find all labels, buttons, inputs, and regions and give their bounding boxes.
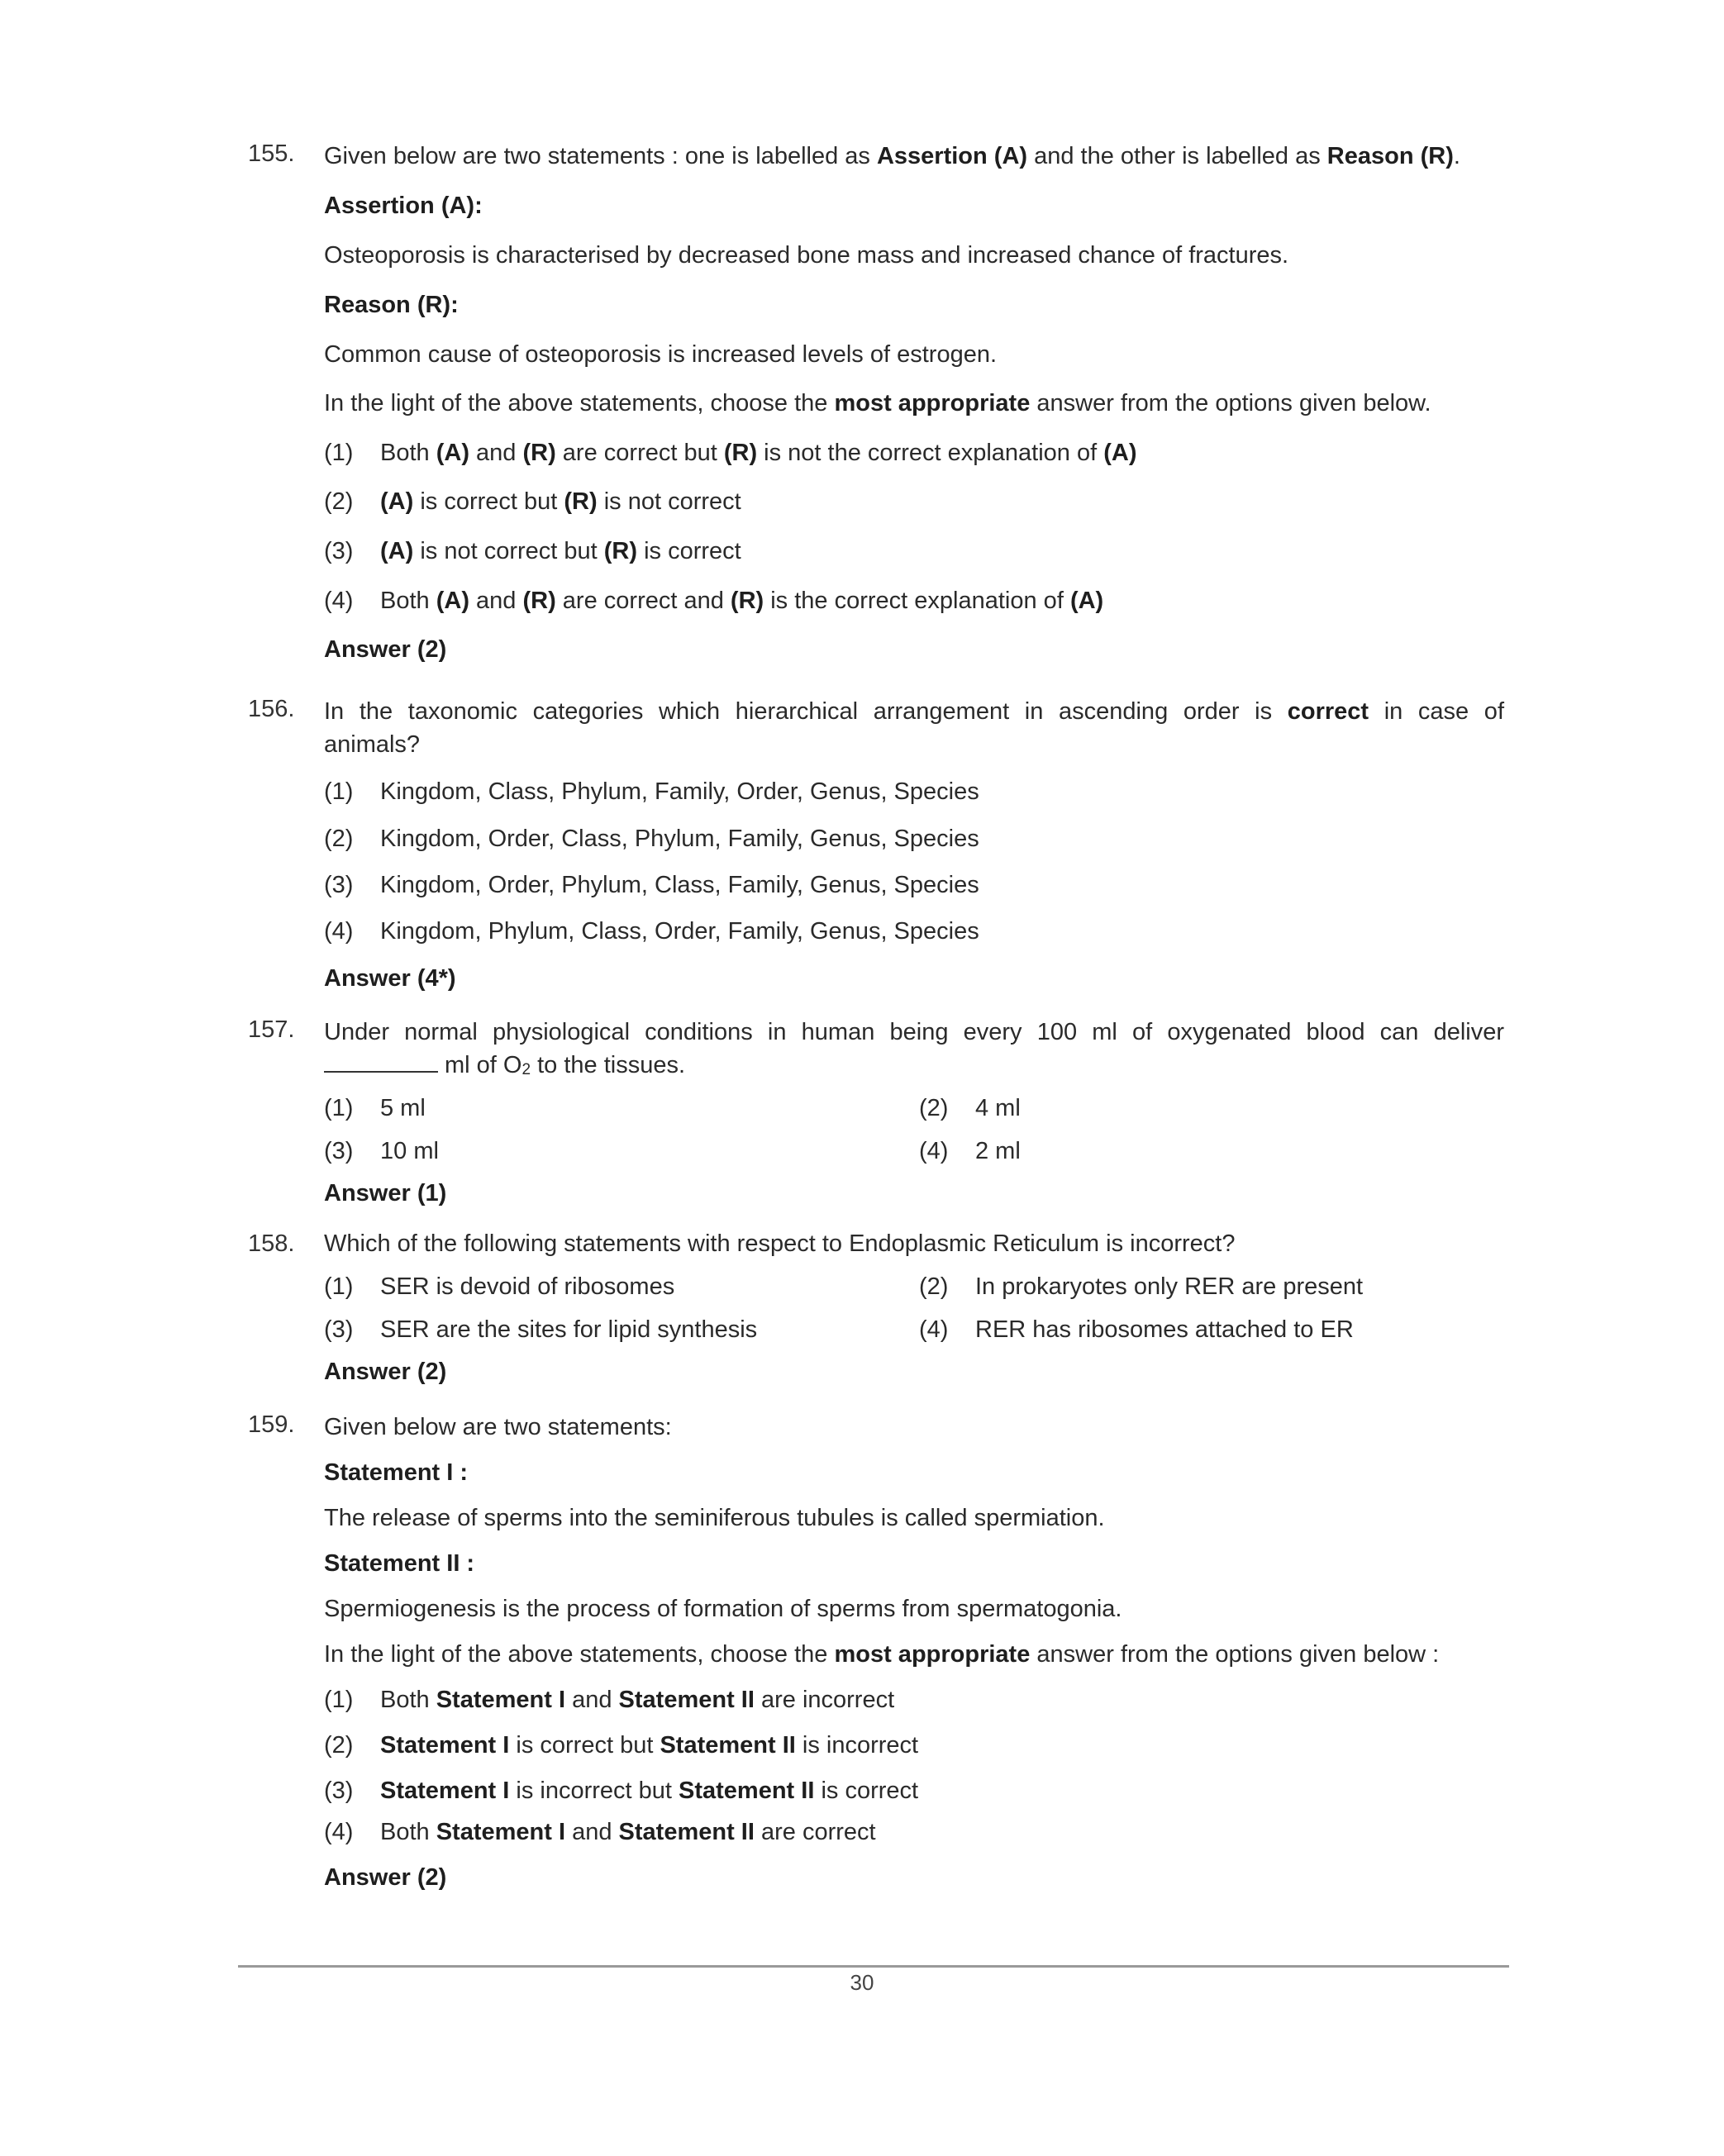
assertion-label: Assertion (A):: [324, 193, 483, 219]
instruction: In the light of the above statements, choose the most appropriate answer from the options given below :: [324, 1641, 1440, 1668]
option-3: (3) Statement I is incorrect but Statement II is correct: [324, 1778, 919, 1804]
question-text-line-2: animals?: [324, 731, 421, 758]
question-text: Which of the following statements with respect to Endoplasmic Reticulum is incorrect?: [324, 1230, 1236, 1257]
answer: Answer (1): [324, 1180, 447, 1207]
question-text-line-1: Under normal physiological conditions in human being every 100 ml of oxygenated blood can deliver: [324, 1019, 1504, 1045]
reason-text: Common cause of osteoporosis is increased levels of estrogen.: [324, 341, 998, 368]
option-3: (3) SER are the sites for lipid synthesis: [324, 1316, 758, 1343]
option-4: (4) Both (A) and (R) are correct and (R) is the correct explanation of (A): [324, 588, 1104, 614]
reason-label: Reason (R):: [324, 292, 459, 318]
fill-in-blank: [324, 1070, 438, 1073]
option-4: (4) RER has ribosomes attached to ER: [919, 1316, 1354, 1343]
option-1: (1) Both Statement I and Statement II are incorrect: [324, 1687, 895, 1713]
option-1: (1) SER is devoid of ribosomes: [324, 1273, 675, 1300]
option-2: (2) Kingdom, Order, Class, Phylum, Family, Genus, Species: [324, 826, 979, 852]
option-1: (1) Kingdom, Class, Phylum, Family, Order, Genus, Species: [324, 778, 979, 805]
option-3: (3) 10 ml: [324, 1138, 439, 1164]
page-number: 30: [850, 1970, 874, 1995]
statement-2-text: Spermiogenesis is the process of formation of sperms from spermatogonia.: [324, 1596, 1122, 1622]
answer: Answer (2): [324, 1359, 447, 1385]
option-2: (2) (A) is correct but (R) is not correct: [324, 488, 741, 515]
question-number: 156.: [248, 696, 295, 722]
option-2: (2) 4 ml: [919, 1095, 1021, 1121]
option-3: (3) Kingdom, Order, Phylum, Class, Family, Genus, Species: [324, 872, 979, 898]
option-1: (1) 5 ml: [324, 1095, 426, 1121]
question-text-line-2: ml of $O_2$ to the tissues.: [324, 1050, 685, 1080]
question-number: 159.: [248, 1411, 295, 1438]
statement-2-label: Statement II :: [324, 1550, 475, 1577]
answer: Answer (4*): [324, 965, 456, 992]
question-intro: Given below are two statements:: [324, 1414, 672, 1440]
option-2: (2) In prokaryotes only RER are present: [919, 1273, 1364, 1300]
question-text-line-1: In the taxonomic categories which hierarchical arrangement in ascending order is correct in case of: [324, 698, 1504, 725]
option-3: (3) (A) is not correct but (R) is correct: [324, 538, 741, 564]
question-number: 158.: [248, 1230, 295, 1257]
option-1: (1) Both (A) and (R) are correct but (R) is not the correct explanation of (A): [324, 440, 1137, 466]
option-2: (2) Statement I is correct but Statement II is incorrect: [324, 1732, 919, 1759]
instruction: In the light of the above statements, choose the most appropriate answer from the options given below.: [324, 390, 1431, 416]
assertion-text: Osteoporosis is characterised by decreased bone mass and increased chance of fractures.: [324, 242, 1289, 269]
option-4: (4) Both Statement I and Statement II are correct: [324, 1819, 876, 1845]
option-4: (4) Kingdom, Phylum, Class, Order, Family, Genus, Species: [324, 918, 979, 945]
answer: Answer (2): [324, 636, 447, 663]
option-4: (4) 2 ml: [919, 1138, 1021, 1164]
footer-divider: [238, 1965, 1509, 1968]
question-intro: Given below are two statements : one is labelled as Assertion (A) and the other is labelled as Reason (R).: [324, 143, 1460, 169]
statement-1-text: The release of sperms into the seminiferous tubules is called spermiation.: [324, 1505, 1105, 1531]
answer: Answer (2): [324, 1864, 447, 1891]
question-number: 155.: [248, 140, 295, 167]
question-number: 157.: [248, 1016, 295, 1043]
statement-1-label: Statement I :: [324, 1459, 469, 1486]
